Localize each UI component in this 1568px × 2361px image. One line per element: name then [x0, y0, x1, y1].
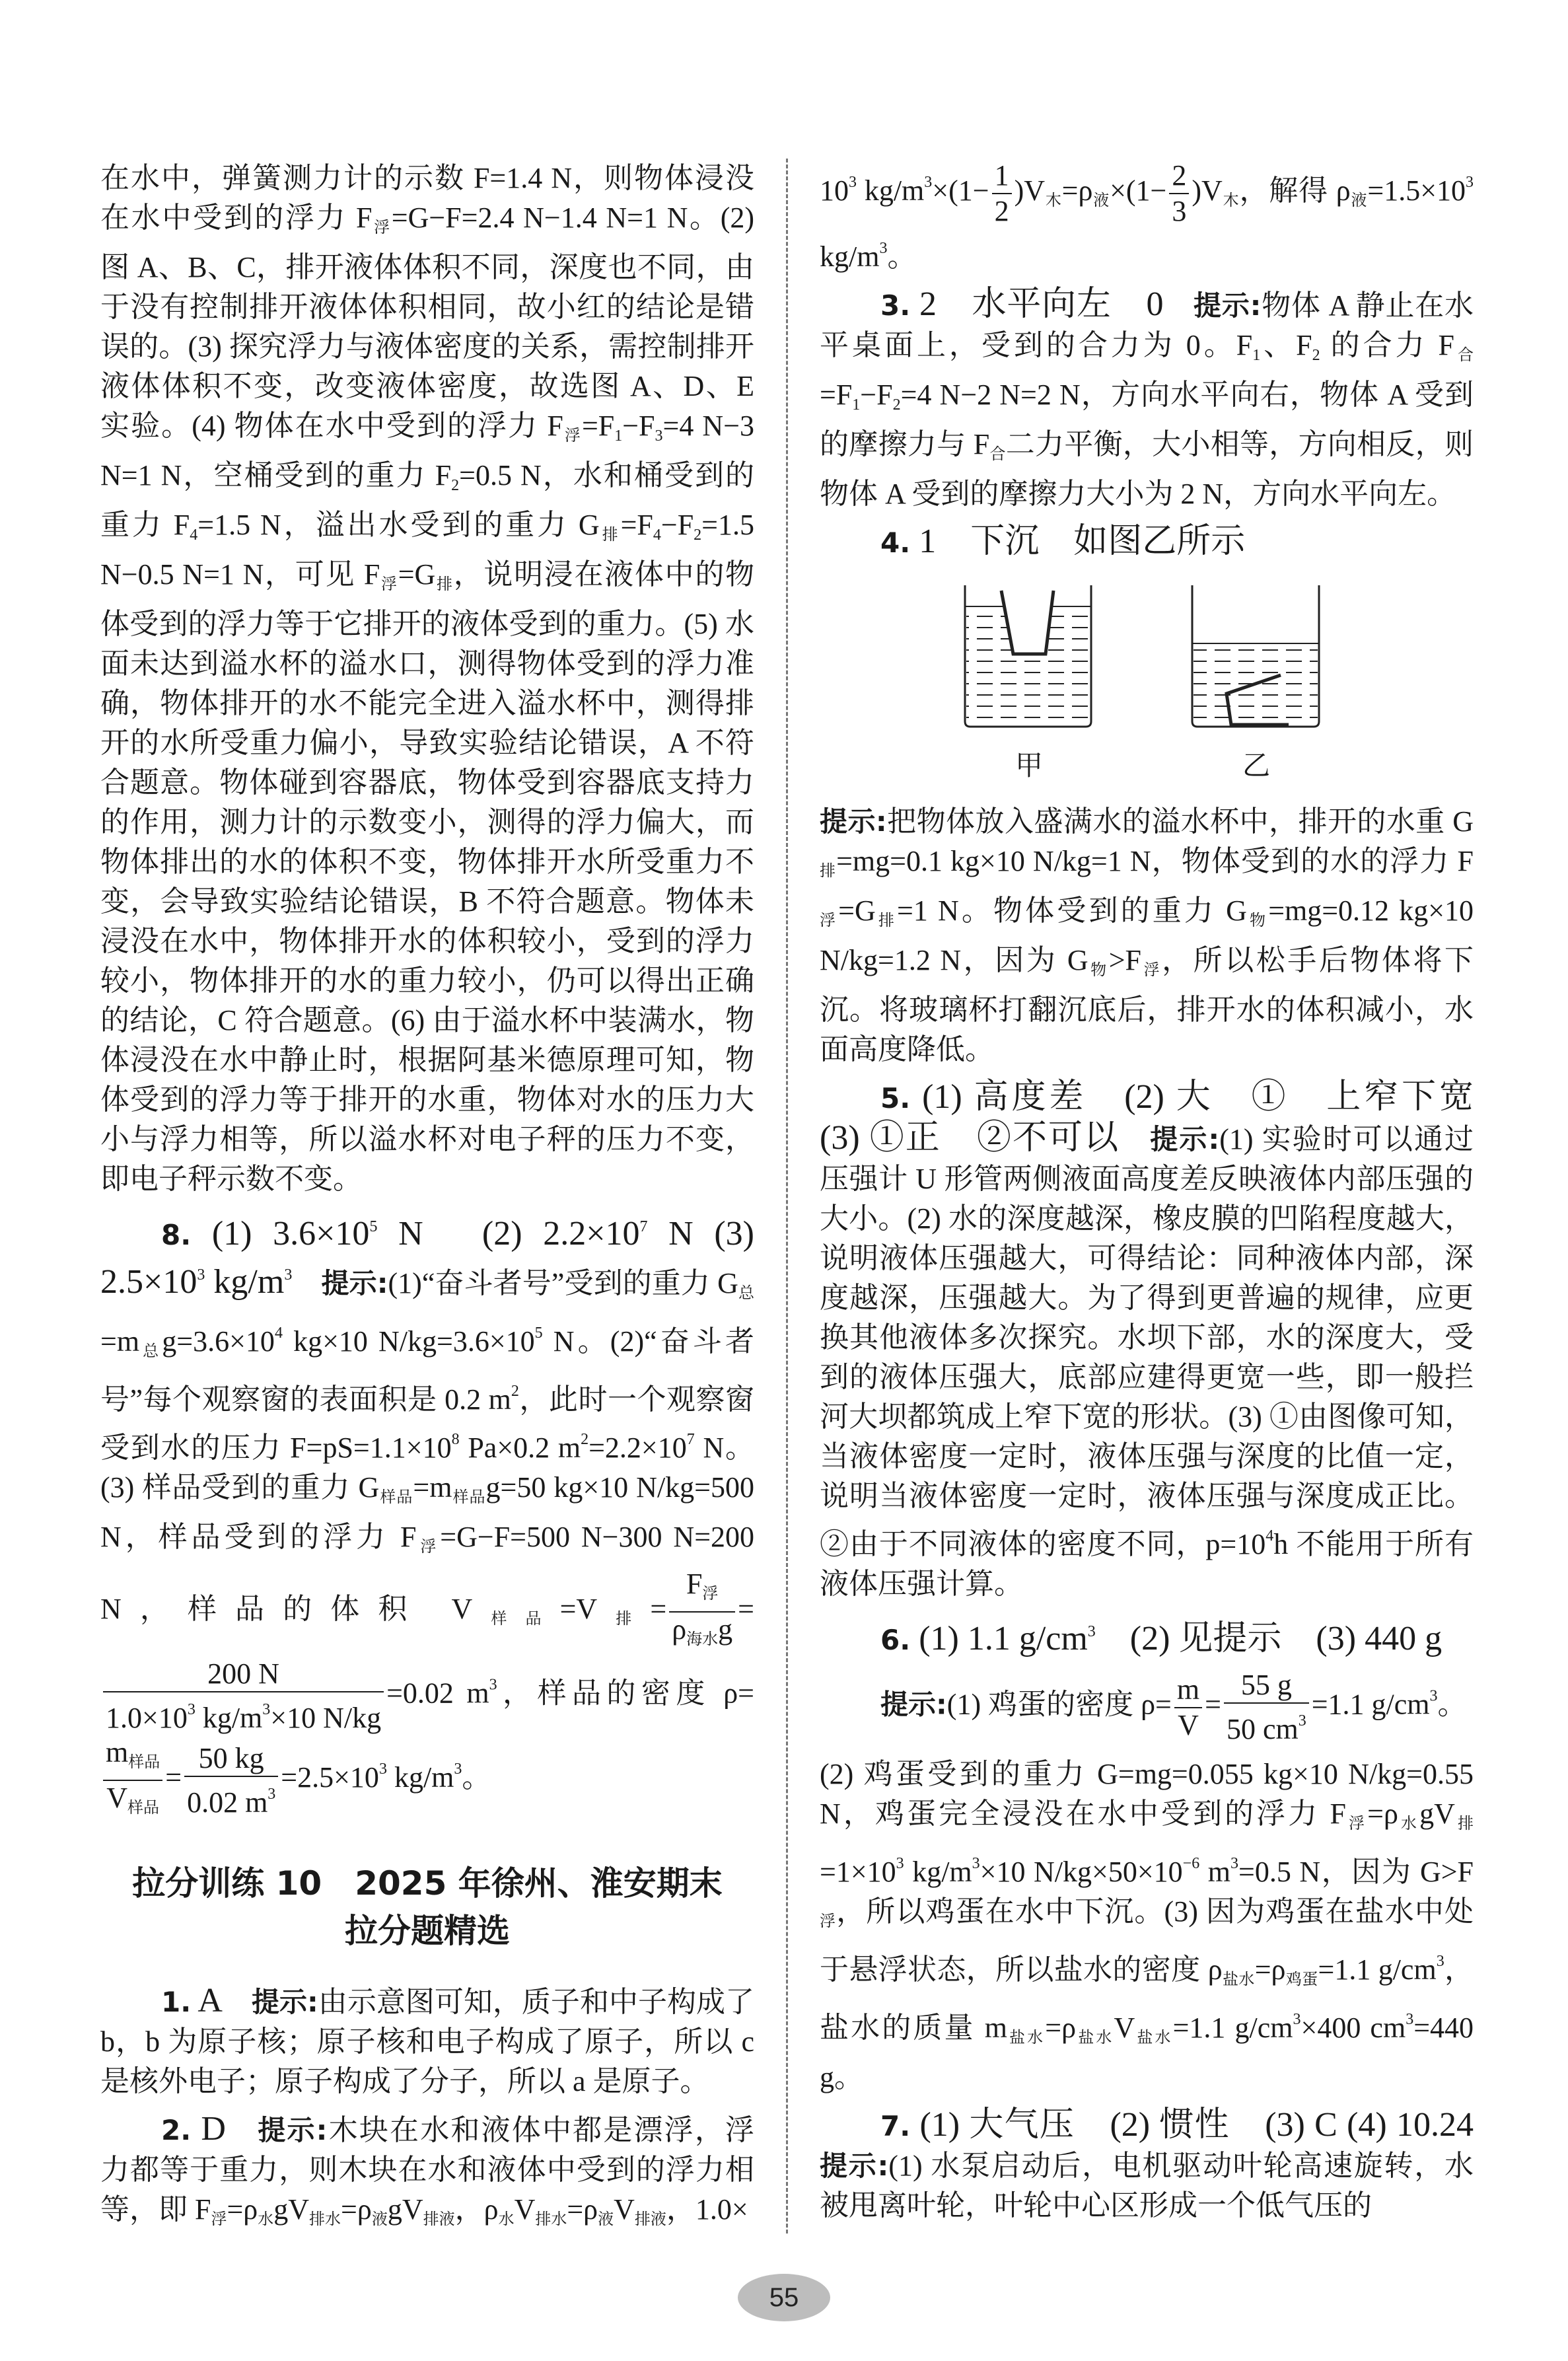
- text-run: =: [165, 1761, 182, 1794]
- answer-value: N (3) 2.5×10: [100, 1215, 755, 1301]
- text-run: g: [718, 1613, 733, 1646]
- label-bold: 提示:: [1194, 289, 1262, 322]
- superscript: 2: [511, 1383, 519, 1400]
- text-run: =2.5×10: [281, 1761, 379, 1794]
- fraction-denominator: [992, 194, 1012, 229]
- text-run: ×400 cm: [1301, 2012, 1406, 2044]
- subscript: 样品: [379, 1489, 413, 1506]
- superscript: 3: [1406, 2011, 1414, 2028]
- subscript: 排: [597, 1611, 651, 1628]
- text-run: =mg=0.12 kg×10 N/kg=1.2 N，因为 G: [820, 894, 1474, 976]
- page-number: 55: [738, 2274, 830, 2321]
- subscript: 2: [1312, 347, 1320, 364]
- text-run: =4 N−3 N=1 N，空桶受到的重力 F: [100, 410, 755, 491]
- superscript: 3: [284, 1266, 293, 1284]
- text-run: [226, 2114, 258, 2146]
- superscript: 3: [1298, 1712, 1306, 1729]
- text-run: V: [514, 2193, 536, 2226]
- text-run: 的合力 F: [1320, 329, 1454, 361]
- fraction-denominator: [669, 1613, 735, 1657]
- superscript: 3: [1087, 1623, 1096, 1640]
- label-bold: 提示:: [880, 1688, 947, 1721]
- subscript: 样品: [128, 1754, 160, 1771]
- subscript: 排水: [535, 2211, 567, 2228]
- subscript: 液: [598, 2211, 614, 2228]
- text-run: (1) 实验时可以通过压强计 U 形管两侧液面高度差反映液体内部压强的大小。(2) 水的深度越深，橡皮膜的凹陷程度越大，说明液体压强越大，可得结论：同种液体内部，深度越深，压强越大。为了得到更普遍的规律，应更换其他液体多次探究。水坝下部，水的深度大，受到的液体压强大，底部应建得更宽一些，即一般拦河大坝都筑成上窄下宽的形状。(3) ①由图像可知，当液体密度一定时，液体压强与深度的比值一定，说明当液体密度一定时，液体压强与深度成正比。②由于不同液体的密度不同，p=10: [820, 1123, 1474, 1560]
- text-run: [223, 1986, 252, 2018]
- text-run: [1120, 1123, 1150, 1155]
- answer-value: N (2) 2.2×10: [377, 1215, 640, 1253]
- superscript: 5: [534, 1325, 543, 1342]
- text-run: 3: [1172, 195, 1187, 227]
- fraction: [1224, 1668, 1309, 1747]
- subscript: 合: [1454, 347, 1474, 364]
- text-run: 1: [994, 159, 1009, 192]
- subscript: 总: [738, 1285, 754, 1302]
- text-run: ×10 N/kg×50×10: [980, 1856, 1183, 1888]
- fraction: [1169, 159, 1189, 229]
- superscript: 3: [262, 1701, 271, 1718]
- text-run: (1)“奋斗者号”受到的重力 G: [388, 1267, 738, 1299]
- fraction-denominator: [1174, 1708, 1202, 1743]
- answer-value: (1) 3.6×10: [191, 1215, 370, 1253]
- superscript: 7: [686, 1431, 695, 1448]
- answer-value: A: [191, 1982, 223, 2019]
- subscript: 浮: [1141, 962, 1162, 979]
- text-run: =G−F=2.4 N−1.4 N=1 N。(2) 图 A、B、C，排开液体体积不同，深度也不同，由于没有控制排开液体体积相同，故小红的结论是错误的。(3) 探究浮力与液体密度的关系，需控制排开液体体积不变，改变液体密度，故选图 A、D、E 实验。(4) 物体在水中受到的浮力 F: [100, 201, 754, 442]
- subscript: 浮: [702, 1585, 719, 1603]
- superscript: 4: [1265, 1527, 1274, 1544]
- text-run: 。: [1437, 1688, 1467, 1721]
- answer-value: (1) 高度差 (2) 大 ① 上窄下宽 (3) ①正 ②不可以: [820, 1078, 1509, 1157]
- text-run: m: [1199, 1856, 1231, 1888]
- left-column: [100, 159, 754, 2247]
- text-run: =1.5×10: [1367, 174, 1466, 207]
- answer-6-details: [820, 1755, 1474, 2097]
- answer-3: [820, 285, 1474, 514]
- fraction: [992, 159, 1012, 229]
- label-bold: 1.: [161, 1986, 192, 2018]
- label-bold: 提示:: [820, 805, 887, 838]
- text-run: ×(1−: [932, 174, 989, 207]
- superscript: 3: [849, 174, 857, 192]
- answer-value: kg/m: [205, 1263, 285, 1301]
- text-run: =2.2×10: [588, 1432, 687, 1464]
- subscript: 木: [1222, 192, 1240, 210]
- text-run: ，盐水的质量 m: [820, 1953, 1474, 2044]
- text-run: N。(3) 样品受到的重力 G: [100, 1432, 755, 1504]
- fraction-denominator: [103, 1781, 162, 1825]
- subscript: 浮: [563, 427, 582, 445]
- subscript: 4: [653, 527, 661, 544]
- subscript: 样品: [472, 1611, 560, 1628]
- text-run: =1.5 N，溢出水受到的重力 G: [197, 509, 600, 541]
- text-run: N。(2)“奋斗者号”每个观察窗的表面积是 0.2 m: [100, 1325, 754, 1416]
- subscript: 3: [655, 427, 663, 445]
- subscript: 排液: [423, 2211, 455, 2228]
- text-run: ，此时一个观察窗受到水的压力 F=pS=1.1×10: [100, 1383, 754, 1464]
- superscript: 3: [187, 1701, 196, 1718]
- text-run: =1.1 g/cm: [1311, 1688, 1430, 1721]
- text-run: 1.0×10: [106, 1702, 188, 1734]
- text-run: =F: [820, 379, 853, 411]
- beaker-jia: [965, 585, 1091, 727]
- subscript: 排水: [309, 2211, 341, 2228]
- text-run: ，所以鸡蛋在水中下沉。(3) 因为鸡蛋在盐水中处于悬浮状态，所以盐水的密度 ρ: [820, 1895, 1474, 1986]
- text-run: =1.1 g/cm: [1318, 1953, 1437, 1986]
- text-run: ，ρ: [454, 2193, 499, 2226]
- fraction: [184, 1741, 278, 1820]
- text-run: ×10 N/kg: [270, 1702, 382, 1734]
- text-run: 、F: [1260, 329, 1312, 361]
- text-run: ，1.0×: [666, 2193, 748, 2226]
- superscript: 3: [197, 1266, 205, 1284]
- superscript: 5: [369, 1218, 378, 1235]
- text-run: 二力平衡，大小相等，方向相反，则物体 A 受到的摩擦力大小为 2 N，方向水平向左。: [820, 428, 1474, 510]
- text-run: =F: [581, 410, 615, 442]
- beaker-figure: [952, 577, 1335, 736]
- answer-7-continued: [100, 159, 754, 1199]
- page-footer: [0, 2247, 1568, 2361]
- answer-4: [820, 522, 1474, 563]
- subscript: 物: [1246, 912, 1269, 929]
- text-run: 50 kg: [198, 1741, 264, 1774]
- answer-1: [100, 1981, 754, 2101]
- section-heading-line-1: 拉分训练 10 2025 年徐州、淮安期末: [132, 1864, 723, 1903]
- answer-value: 1 下沉 如图乙所示: [910, 523, 1246, 560]
- subscript: 浮: [820, 912, 839, 929]
- subscript: 2: [892, 396, 901, 414]
- fraction-numerator: [103, 1657, 384, 1692]
- text-run: 10: [820, 174, 849, 207]
- answer-value: (1) 1.1 g/cm: [910, 1620, 1088, 1657]
- subscript: 浮: [820, 1913, 837, 1930]
- text-run: 由示意图可知，质子和中子构成了 b，b 为原子核；原子核和电子构成了原子，所以 c 是核外电子；原子构成了分子，所以 a 是原子。: [100, 1986, 755, 2097]
- superscript: 3: [972, 1855, 980, 1872]
- fraction-numerator: [184, 1741, 278, 1777]
- superscript: 3: [896, 1855, 904, 1872]
- subscript: 排: [435, 576, 454, 593]
- subscript: 水: [1398, 1815, 1420, 1833]
- label-bold: 提示:: [820, 2150, 889, 2182]
- text-run: =440 g。: [820, 2012, 1474, 2093]
- subscript: 浮: [416, 1539, 441, 1556]
- text-run: =0.5 N，水和桶受到的重力 F: [100, 459, 754, 541]
- text-run: 物体 A 静止在水平桌面上，受到的合力为 0。F: [820, 289, 1474, 361]
- subscript: 液: [371, 2211, 388, 2228]
- subscript: 浮: [380, 576, 398, 593]
- superscript: 3: [879, 240, 888, 257]
- superscript: −6: [1182, 1855, 1200, 1872]
- text-run: ，所以松手后物体将下沉。将玻璃杯打翻沉底后，排开水的体积减小，水面高度降低。: [820, 944, 1474, 1066]
- subscript: 1: [852, 396, 861, 414]
- fraction-numerator: [1169, 159, 1189, 194]
- fraction-denominator: [184, 1777, 278, 1820]
- label-bold: 6.: [880, 1624, 911, 1656]
- text-run: =0.5 N，因为 G>F: [1238, 1856, 1474, 1888]
- text-run: 。: [887, 240, 917, 273]
- text-run: )V: [1014, 174, 1045, 207]
- text-run: =: [738, 1593, 754, 1626]
- subscript: 样品: [452, 1489, 486, 1506]
- text-run: m: [1176, 1673, 1200, 1706]
- text-run: ，解得 ρ: [1239, 174, 1351, 207]
- label-bold: 3.: [880, 289, 911, 322]
- text-run: =ρ: [227, 2193, 258, 2226]
- answer-value: (1) 大气压 (2) 惯性 (3) C (4) 10.24: [910, 2106, 1474, 2144]
- text-run: 50 cm: [1226, 1713, 1299, 1745]
- text-run: =1.5 N−0.5 N=1 N，可见 F: [100, 509, 754, 591]
- text-run: (2) 鸡蛋受到的重力 G=mg=0.055 kg×10 N/kg=0.55 N，鸡蛋完全浸没在水中受到的浮力 F: [820, 1758, 1474, 1830]
- superscript: 2: [581, 1431, 589, 1448]
- superscript: 3: [454, 1761, 462, 1778]
- text-run: −F: [622, 410, 655, 442]
- label-bold: 8.: [161, 1219, 192, 1251]
- text-run: =ρ: [1254, 1953, 1286, 1986]
- subscript: 鸡蛋: [1285, 1971, 1318, 1988]
- text-run: =V: [559, 1593, 598, 1626]
- fraction: [669, 1567, 735, 1657]
- text-run: Pa×0.2 m: [459, 1432, 581, 1464]
- subscript: 盐水: [1222, 1971, 1255, 1988]
- beaker-yi: [1192, 585, 1319, 727]
- subscript: 2: [451, 477, 460, 494]
- subscript: 排: [599, 527, 621, 544]
- superscript: 3: [378, 1761, 387, 1778]
- text-run: ，样品的密度 ρ=: [497, 1677, 754, 1710]
- subscript: 样品: [127, 1799, 159, 1817]
- subscript: 排: [820, 863, 837, 880]
- answer-4-hint: [820, 802, 1474, 1070]
- fraction-denominator: [103, 1692, 384, 1735]
- label-bold: 提示:: [258, 2114, 328, 2146]
- fraction: [103, 1735, 162, 1825]
- text-run: (1) 鸡蛋的密度 ρ=: [946, 1688, 1172, 1721]
- text-run: V: [1114, 2012, 1135, 2044]
- text-run: ×(1−: [1110, 174, 1167, 207]
- label-bold: 提示:: [321, 1267, 388, 1299]
- answer-6-hint: [820, 1668, 1474, 1747]
- text-run: gV: [387, 2193, 423, 2226]
- subscript: 1: [614, 427, 623, 445]
- text-run: g=3.6×10: [162, 1325, 275, 1358]
- right-column: [786, 159, 1509, 2234]
- text-run: V: [1178, 1708, 1199, 1741]
- subscript: 盐水: [1007, 2029, 1046, 2047]
- subscript: 物: [1088, 962, 1109, 979]
- text-run: =G−F=500 N−300 N=200 N，样品的体积 V: [100, 1521, 755, 1626]
- text-run: )V: [1192, 174, 1223, 207]
- subscript: 排: [875, 912, 898, 929]
- text-run: =1.1 g/cm: [1172, 2012, 1293, 2044]
- text-run: F: [686, 1568, 703, 1600]
- subscript: 盐水: [1135, 2029, 1173, 2047]
- label-bold: 提示:: [251, 1986, 318, 2018]
- text-run: =4 N−2 N=2 N，方向水平向右，物体 A 受到的摩擦力与 F: [820, 379, 1474, 460]
- fraction-numerator: [1174, 1673, 1202, 1708]
- section-heading-line-2: 拉分题精选: [345, 1912, 510, 1950]
- text-run: =ρ: [1061, 174, 1093, 207]
- subscript: 水: [258, 2211, 274, 2228]
- text-run: kg/m: [820, 240, 880, 273]
- subscript: 2: [694, 527, 702, 544]
- text-run: V: [614, 2193, 635, 2226]
- text-run: =: [650, 1593, 667, 1626]
- text-run: [1474, 2110, 1503, 2142]
- text-run: 200 N: [207, 1657, 279, 1690]
- beaker-figure-area: [820, 577, 1474, 795]
- subscript: 排: [1454, 1815, 1474, 1833]
- superscript: 3: [1230, 1855, 1239, 1872]
- subscript: 海水: [686, 1631, 719, 1648]
- subscript: 合: [989, 446, 1006, 463]
- fraction-denominator: [1224, 1704, 1309, 1747]
- text-run: kg/m: [904, 1856, 972, 1888]
- text-run: kg/m: [857, 174, 925, 207]
- text-run: =ρ: [567, 2193, 598, 2226]
- text-run: ρ: [672, 1613, 687, 1646]
- superscript: 3: [1293, 2011, 1301, 2028]
- fraction-numerator: [1224, 1668, 1309, 1704]
- subscript: 木: [1045, 192, 1062, 210]
- text-run: 把物体放入盛满水的溢水杯中，排开的水重 G: [886, 805, 1474, 838]
- text-run: 木块在水和液体中都是漂浮，浮力都等于重力，则木块在水和液体中受到的浮力相等，即 F: [100, 2114, 755, 2226]
- text-run: =: [1205, 1688, 1221, 1721]
- subscript: 液: [1350, 192, 1368, 210]
- subscript: 总: [139, 1343, 162, 1360]
- superscript: 3: [267, 1785, 276, 1803]
- fraction: [1174, 1673, 1202, 1743]
- text-run: −F: [660, 509, 694, 541]
- text-run: 在水中，弹簧测力计的示数 F=1.4 N，则物体浸没在水中受到的浮力 F: [100, 162, 754, 234]
- text-run: =mg=0.1 kg×10 N/kg=1 N，物体受到的水的浮力 F: [836, 845, 1474, 877]
- text-run: h 不能用于所有液体压强计算。: [820, 1528, 1474, 1600]
- text-run: g=50 kg×10 N/kg=500 N，样品受到的浮力 F: [100, 1471, 754, 1553]
- text-run: =G: [398, 558, 436, 591]
- text-run: =ρ: [1367, 1798, 1398, 1830]
- fraction: [103, 1657, 384, 1735]
- label-bold: 2.: [161, 2114, 192, 2146]
- text-run: m: [106, 1736, 129, 1768]
- text-run: kg/m: [386, 1761, 454, 1794]
- text-run: =1×10: [820, 1856, 896, 1888]
- fraction-numerator: [992, 159, 1012, 194]
- text-run: gV: [1419, 1798, 1455, 1830]
- text-run: 55 g: [1240, 1669, 1292, 1701]
- subscript: 4: [190, 527, 198, 544]
- superscript: 7: [639, 1218, 648, 1235]
- superscript: 3: [1466, 174, 1474, 192]
- subscript: 浮: [372, 219, 392, 236]
- text-run: gV: [273, 2193, 310, 2226]
- section-heading: [100, 1860, 754, 1955]
- fraction-denominator: [1169, 194, 1189, 229]
- answer-6: [820, 1612, 1474, 1660]
- fraction-numerator: [669, 1567, 735, 1613]
- superscript: 3: [1436, 1953, 1444, 1970]
- text-run: V: [106, 1782, 127, 1814]
- text-run: [292, 1267, 321, 1299]
- fraction-numerator: [103, 1735, 162, 1781]
- label-bold: 4.: [880, 527, 911, 559]
- answer-value: D: [191, 2110, 226, 2148]
- answer-5: [820, 1077, 1509, 1604]
- answer-8: [100, 1207, 754, 1825]
- answer-2-continued: [820, 159, 1474, 277]
- text-run: 。: [462, 1761, 491, 1794]
- answer-7: [820, 2105, 1474, 2226]
- subscript: 盐水: [1076, 2029, 1114, 2047]
- text-run: [1163, 289, 1194, 322]
- answer-value: 2 水平向左 0: [910, 285, 1164, 323]
- subscript: 浮: [1345, 1815, 1368, 1833]
- text-run: =0.02 m: [386, 1677, 489, 1710]
- answer-value: (2) 见提示 (3) 440 g: [1095, 1620, 1443, 1657]
- label-bold: 7.: [880, 2110, 911, 2142]
- text-run: (1) 水泵启动后，电机驱动叶轮高速旋转，水被甩离叶轮，叶轮中心区形成一个低气压的: [820, 2150, 1474, 2222]
- text-run: kg/m: [195, 1702, 263, 1734]
- superscript: 4: [274, 1325, 283, 1342]
- figure-label-yi: 乙: [1242, 749, 1271, 781]
- subscript: 排液: [634, 2211, 666, 2228]
- subscript: 水: [498, 2211, 515, 2228]
- text-run: 2: [1172, 159, 1187, 192]
- text-run: =m: [413, 1471, 452, 1504]
- text-run: =G: [838, 894, 876, 927]
- subscript: 浮: [211, 2211, 227, 2228]
- text-run: =ρ: [341, 2193, 372, 2226]
- answer-2: [100, 2109, 754, 2239]
- figure-label-jia: 甲: [1015, 749, 1044, 781]
- text-run: 0.02 m: [187, 1786, 268, 1819]
- text-run: kg×10 N/kg=3.6×10: [282, 1325, 535, 1358]
- label-bold: 5.: [880, 1082, 911, 1114]
- superscript: 8: [451, 1431, 460, 1448]
- text-run: ，说明浸在液体中的物体受到的浮力等于它排开的液体受到的重力。(5) 水面未达到溢水杯的溢水口，测得物体受到的浮力准确，物体排开的水不能完全进入溢水杯中，测得排开的水所受重力偏小，导致实验结论错误，A 不符合题意。物体碰到容器底，物体受到容器底支持力的作用，测力计的示数变小，测得的浮力偏大，而物体排出的水的体积不变，物体排开水所受重力不变，会导致实验结论错误，B 不符合题意。物体未浸没在水中，物体排开水的体积较小，受到的浮力较小，物体排开的水的重力较小，仍可以得出正确的结论，C 符合题意。(6) 由于溢水杯中装满水，物体浸没在水中静止时，根据阿基米德原理可知，物体受到的浮力等于排开的水重，物体对水的压力大小与浮力相等，所以溢水杯对电子秤的压力不变，即电子秤示数不变。: [100, 558, 755, 1195]
- text-run: >F: [1108, 944, 1142, 976]
- label-bold: 提示:: [1150, 1123, 1220, 1155]
- superscript: 3: [924, 174, 933, 192]
- text-run: 2: [994, 195, 1009, 227]
- superscript: 3: [1429, 1687, 1438, 1705]
- text-run: =ρ: [1045, 2012, 1077, 2044]
- text-run: =1 N。物体受到的重力 G: [897, 894, 1247, 927]
- subscript: 1: [1252, 347, 1261, 364]
- text-run: −F: [860, 379, 893, 411]
- superscript: 3: [489, 1676, 497, 1694]
- text-run: =m: [100, 1325, 140, 1358]
- text-run: =F: [620, 509, 653, 541]
- subscript: 液: [1092, 192, 1110, 210]
